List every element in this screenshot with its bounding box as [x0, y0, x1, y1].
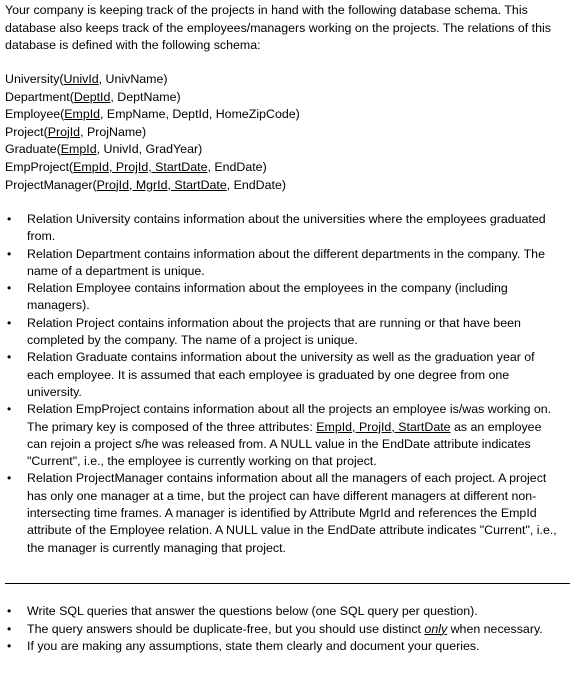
relation-text: Relation Department contains information about the different departments in the company. The name of a department is unique.	[27, 246, 545, 278]
bullet-icon: •	[7, 212, 12, 226]
relation-attributes: , EndDate)	[207, 159, 267, 174]
schema-project	[5, 124, 565, 142]
bullet-icon: •	[7, 621, 12, 636]
relation-name: EmpProject(	[5, 159, 74, 174]
primary-key: EmpId	[64, 107, 101, 122]
relation-text: Relation University contains information about the universities where the employees graduated from.	[27, 212, 546, 244]
schema-employee	[5, 106, 565, 124]
relation-text: Relation ProjectManager contains information about all the managers of each project. A project has only one manager at a time, but the project can have different managers at different non-intersecting time frames. A manager is identified by Attribute MgrId and references the EmpId attribute of the Employee relation. A NULL value in the EndDate attribute indicates "Current", i.e., the manager is currently managing that project.	[27, 471, 557, 555]
instructions-list	[0, 603, 557, 656]
relation-name: Employee(	[5, 107, 65, 122]
relation-attributes: , EmpName, DeptId, HomeZipCode)	[100, 107, 300, 122]
instruction-text-before: The query answers should be duplicate-free, but you should use distinct	[27, 621, 425, 636]
bullet-icon: •	[7, 350, 12, 365]
relation-name: University(	[5, 72, 64, 86]
relation-name: Project(	[5, 124, 48, 139]
relation-description	[0, 401, 557, 470]
primary-key: EmpId	[60, 142, 97, 157]
section-divider	[5, 583, 570, 584]
bullet-icon: •	[7, 471, 12, 486]
relation-attributes: , EndDate)	[226, 177, 286, 192]
relation-description	[0, 349, 557, 401]
primary-key: ProjId, MgrId, StartDate	[96, 177, 227, 192]
primary-key: ProjId	[47, 124, 81, 139]
relation-description	[0, 315, 557, 350]
relation-descriptions-list	[0, 211, 557, 557]
primary-key: DeptId	[73, 89, 111, 104]
instruction-item	[0, 638, 557, 656]
relation-description	[0, 470, 557, 556]
instruction-text: Write SQL queries that answer the questions below (one SQL query per question).	[27, 604, 478, 618]
relation-text: Relation Employee contains information about the employees in the company (including managers).	[27, 281, 508, 313]
intro-paragraph: Your company is keeping track of the projects in hand with the following database schema. This database also keeps track of the employees/managers working on the projects. The relations of this database is defined with the following schema:	[5, 3, 551, 52]
bullet-icon: •	[7, 315, 12, 330]
relation-attributes: , UnivId, GradYear)	[96, 142, 203, 157]
bullet-icon: •	[7, 604, 12, 618]
instruction-item	[0, 603, 557, 621]
primary-key-attributes: EmpId, ProjId, StartDate	[316, 419, 451, 434]
instruction-text-after: when necessary.	[447, 621, 543, 636]
schema-block	[5, 71, 565, 194]
relation-text: Relation Project contains information about the projects that are running or that have been completed by the company. The name of a project is unique.	[27, 315, 521, 348]
relation-text-before: Relation EmpProject contains information about all the projects an employee is/was working on. The primary key is composed of the three attributes:	[27, 402, 552, 434]
relation-attributes: , UnivName)	[98, 72, 168, 86]
relation-attributes: , ProjName)	[80, 124, 147, 139]
relation-attributes: , DeptName)	[110, 89, 181, 104]
schema-empproject	[5, 159, 565, 177]
instruction-item	[0, 621, 557, 639]
emphasis-only: only	[424, 621, 448, 636]
relation-text-after: as an employee can rejoin a project s/he was released from. A NULL value in the EndDate attribute indicates "Current", i.e., the employee is currently working on that project.	[27, 419, 542, 469]
relation-text: Relation Graduate contains information about the university as well as the graduation year of each employee. It is assumed that each employee is graduated by one degree from one university.	[27, 350, 535, 399]
relation-description	[0, 280, 557, 315]
bullet-icon: •	[7, 281, 12, 296]
bullet-icon: •	[7, 639, 12, 653]
schema-projectmanager	[5, 177, 565, 195]
relation-description	[0, 246, 557, 281]
schema-university	[5, 71, 565, 89]
relation-name: Department(	[5, 89, 74, 104]
relation-description	[0, 211, 557, 246]
bullet-icon: •	[7, 246, 12, 261]
schema-graduate	[5, 141, 565, 159]
instruction-text: If you are making any assumptions, state them clearly and document your queries.	[27, 639, 480, 653]
relation-name: ProjectManager(	[5, 177, 97, 192]
relation-name: Graduate(	[5, 142, 61, 157]
primary-key: UnivId	[63, 72, 99, 86]
bullet-icon: •	[7, 402, 12, 417]
primary-key: EmpId, ProjId, StartDate	[73, 159, 208, 174]
schema-department	[5, 89, 565, 107]
